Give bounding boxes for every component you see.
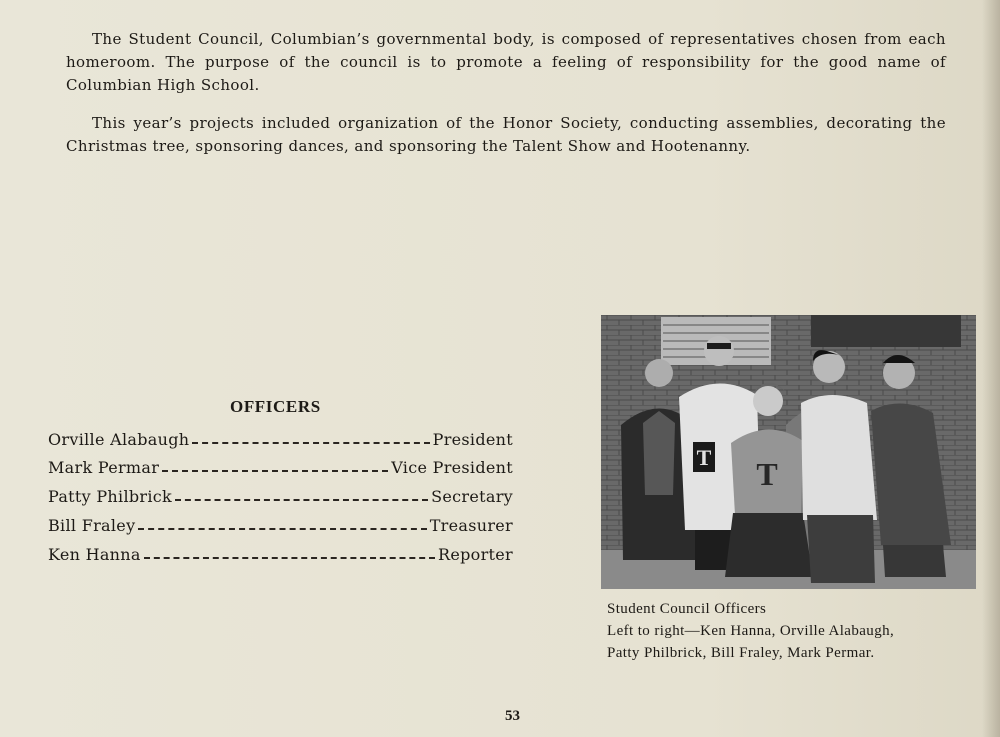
dot-leader — [138, 527, 426, 530]
officer-role: Treasurer — [429, 516, 513, 535]
officer-name: Orville Alabaugh — [48, 430, 190, 449]
dot-leader — [192, 441, 429, 444]
dot-leader — [144, 556, 435, 559]
caption-title: Student Council Officers — [607, 601, 767, 617]
officer-row — [48, 458, 513, 482]
letter-patch: T — [696, 445, 712, 470]
intro-paragraph: The Student Council, Columbian’s governmental body, is composed of representatives chosen from each homeroom. The purpose of the council is to promote a feeling of responsibility for the good name of Columbian High School. — [66, 30, 946, 94]
officer-row — [48, 430, 513, 454]
officer-role: President — [432, 430, 513, 449]
officer-name: Ken Hanna — [48, 545, 141, 564]
officer-row — [48, 545, 513, 569]
page-number: 53 — [505, 708, 520, 724]
projects-paragraph: This year’s projects included organization of the Honor Society, conducting assemblies, decorating the Christmas tree, sponsoring dances, and sponsoring the Talent Show and Hootenanny. — [66, 114, 946, 155]
officer-row — [48, 487, 513, 511]
group-photo-illustration — [601, 315, 976, 589]
letter-patch: T — [756, 456, 778, 492]
dot-leader — [162, 469, 388, 472]
dot-leader — [175, 498, 428, 501]
officer-row — [48, 516, 513, 540]
upper-window — [811, 315, 961, 347]
officer-name: Patty Philbrick — [48, 487, 173, 506]
officer-role: Secretary — [431, 487, 513, 506]
officer-role: Vice President — [391, 458, 513, 477]
officer-name: Bill Fraley — [48, 516, 136, 535]
officer-role: Reporter — [438, 545, 513, 564]
group-photo — [601, 315, 976, 589]
officer-name: Mark Permar — [48, 458, 160, 477]
officers-heading: OFFICERS — [230, 397, 321, 416]
caption-names-line-2: Patty Philbrick, Bill Fraley, Mark Permar. — [607, 645, 875, 661]
photo-caption — [607, 598, 987, 664]
caption-names-line-1: Left to right—Ken Hanna, Orville Alabaugh, — [607, 623, 895, 639]
